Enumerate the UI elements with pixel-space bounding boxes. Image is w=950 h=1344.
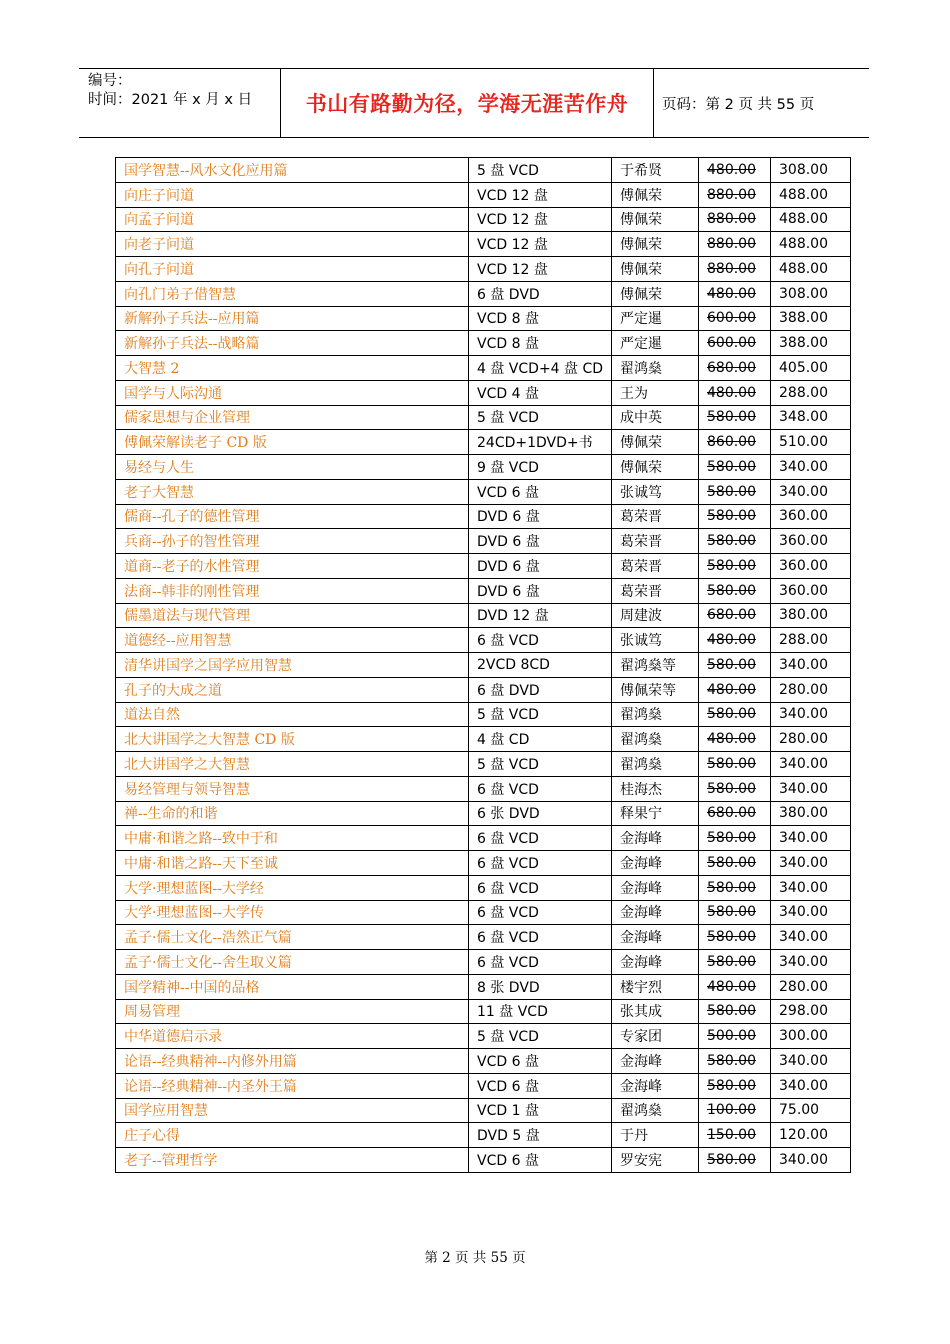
row-author: 傅佩荣 bbox=[612, 430, 699, 455]
row-original-price: 580.00 bbox=[699, 1073, 771, 1098]
table-row bbox=[116, 752, 851, 777]
row-author: 张诚笃 bbox=[612, 479, 699, 504]
table-row bbox=[116, 1049, 851, 1074]
row-original-price: 580.00 bbox=[699, 900, 771, 925]
table-row bbox=[116, 380, 851, 405]
row-author: 罗安宪 bbox=[612, 1148, 699, 1173]
row-author: 王为 bbox=[612, 380, 699, 405]
row-title: 新解孙子兵法--应用篇 bbox=[116, 306, 469, 331]
row-title: 向孔门弟子借智慧 bbox=[116, 281, 469, 306]
footer-page-number: 第 2 页 共 55 页 bbox=[424, 1250, 526, 1266]
row-media: 6 盘 DVD bbox=[469, 281, 612, 306]
row-price: 340.00 bbox=[771, 950, 851, 975]
row-author: 严定暹 bbox=[612, 331, 699, 356]
row-media: 2VCD 8CD bbox=[469, 653, 612, 678]
row-title: 向庄子问道 bbox=[116, 182, 469, 207]
row-title: 中庸·和谐之路--天下至诚 bbox=[116, 851, 469, 876]
row-media: 6 盘 VCD bbox=[469, 925, 612, 950]
row-price: 340.00 bbox=[771, 900, 851, 925]
row-original-price: 580.00 bbox=[699, 479, 771, 504]
table-row bbox=[116, 603, 851, 628]
row-media: 6 盘 VCD bbox=[469, 851, 612, 876]
table-row bbox=[116, 479, 851, 504]
table-row bbox=[116, 158, 851, 183]
row-original-price: 580.00 bbox=[699, 504, 771, 529]
row-title: 向孔子问道 bbox=[116, 257, 469, 282]
row-media: 5 盘 VCD bbox=[469, 702, 612, 727]
row-author: 傅佩荣 bbox=[612, 207, 699, 232]
row-title: 北大讲国学之大智慧 bbox=[116, 752, 469, 777]
row-author: 翟鸿燊 bbox=[612, 356, 699, 381]
table-row bbox=[116, 1073, 851, 1098]
row-original-price: 880.00 bbox=[699, 232, 771, 257]
table-row bbox=[116, 653, 851, 678]
row-price: 360.00 bbox=[771, 504, 851, 529]
row-media: 5 盘 VCD bbox=[469, 1024, 612, 1049]
row-author: 金海峰 bbox=[612, 1073, 699, 1098]
header-divider bbox=[653, 69, 654, 137]
row-original-price: 580.00 bbox=[699, 455, 771, 480]
row-original-price: 480.00 bbox=[699, 158, 771, 183]
row-media: 6 盘 VCD bbox=[469, 900, 612, 925]
table-row bbox=[116, 1123, 851, 1148]
row-price: 340.00 bbox=[771, 1073, 851, 1098]
row-author: 葛荣晋 bbox=[612, 529, 699, 554]
row-author: 傅佩荣 bbox=[612, 455, 699, 480]
table-row bbox=[116, 727, 851, 752]
table-row bbox=[116, 925, 851, 950]
row-author: 于丹 bbox=[612, 1123, 699, 1148]
row-author: 于希贤 bbox=[612, 158, 699, 183]
table-row bbox=[116, 1024, 851, 1049]
row-title: 新解孙子兵法--战略篇 bbox=[116, 331, 469, 356]
row-media: 5 盘 VCD bbox=[469, 405, 612, 430]
row-title: 清华讲国学之国学应用智慧 bbox=[116, 653, 469, 678]
row-price: 488.00 bbox=[771, 182, 851, 207]
table-row bbox=[116, 801, 851, 826]
row-price: 280.00 bbox=[771, 974, 851, 999]
row-price: 308.00 bbox=[771, 158, 851, 183]
header-meta bbox=[88, 72, 283, 110]
row-title: 国学智慧--风水文化应用篇 bbox=[116, 158, 469, 183]
row-original-price: 480.00 bbox=[699, 380, 771, 405]
row-original-price: 480.00 bbox=[699, 281, 771, 306]
row-price: 488.00 bbox=[771, 207, 851, 232]
row-original-price: 580.00 bbox=[699, 752, 771, 777]
row-price: 380.00 bbox=[771, 603, 851, 628]
row-media: VCD 8 盘 bbox=[469, 306, 612, 331]
row-price: 380.00 bbox=[771, 801, 851, 826]
row-author: 金海峰 bbox=[612, 1049, 699, 1074]
row-media: 4 盘 CD bbox=[469, 727, 612, 752]
row-original-price: 580.00 bbox=[699, 529, 771, 554]
row-title: 向孟子问道 bbox=[116, 207, 469, 232]
row-original-price: 580.00 bbox=[699, 925, 771, 950]
row-title: 老子大智慧 bbox=[116, 479, 469, 504]
row-original-price: 480.00 bbox=[699, 628, 771, 653]
row-original-price: 600.00 bbox=[699, 306, 771, 331]
row-author: 释果宁 bbox=[612, 801, 699, 826]
row-original-price: 580.00 bbox=[699, 578, 771, 603]
row-author: 周建波 bbox=[612, 603, 699, 628]
row-title: 孟子·儒士文化--浩然正气篇 bbox=[116, 925, 469, 950]
table-row bbox=[116, 950, 851, 975]
row-title: 论语--经典精神--内修外用篇 bbox=[116, 1049, 469, 1074]
table-row bbox=[116, 900, 851, 925]
serial-label: 编号： bbox=[88, 73, 132, 89]
row-author: 翟鸿燊 bbox=[612, 702, 699, 727]
table-row bbox=[116, 702, 851, 727]
row-author: 葛荣晋 bbox=[612, 578, 699, 603]
row-price: 340.00 bbox=[771, 925, 851, 950]
row-original-price: 150.00 bbox=[699, 1123, 771, 1148]
row-original-price: 580.00 bbox=[699, 702, 771, 727]
row-price: 340.00 bbox=[771, 875, 851, 900]
row-media: 11 盘 VCD bbox=[469, 999, 612, 1024]
row-price: 340.00 bbox=[771, 479, 851, 504]
row-price: 340.00 bbox=[771, 653, 851, 678]
row-price: 280.00 bbox=[771, 677, 851, 702]
table-row bbox=[116, 554, 851, 579]
row-media: DVD 6 盘 bbox=[469, 578, 612, 603]
row-original-price: 580.00 bbox=[699, 405, 771, 430]
row-title: 大学·理想蓝图--大学传 bbox=[116, 900, 469, 925]
row-price: 348.00 bbox=[771, 405, 851, 430]
row-title: 易经管理与领导智慧 bbox=[116, 776, 469, 801]
row-price: 298.00 bbox=[771, 999, 851, 1024]
table-row bbox=[116, 455, 851, 480]
row-price: 388.00 bbox=[771, 306, 851, 331]
row-title: 兵商--孙子的智性管理 bbox=[116, 529, 469, 554]
table-row bbox=[116, 405, 851, 430]
row-media: VCD 6 盘 bbox=[469, 1148, 612, 1173]
row-original-price: 580.00 bbox=[699, 851, 771, 876]
row-original-price: 580.00 bbox=[699, 1049, 771, 1074]
table-row bbox=[116, 430, 851, 455]
row-author: 葛荣晋 bbox=[612, 554, 699, 579]
row-author: 傅佩荣 bbox=[612, 257, 699, 282]
row-media: DVD 6 盘 bbox=[469, 554, 612, 579]
row-author: 张其成 bbox=[612, 999, 699, 1024]
row-title: 儒商--孔子的德性管理 bbox=[116, 504, 469, 529]
row-original-price: 500.00 bbox=[699, 1024, 771, 1049]
row-original-price: 580.00 bbox=[699, 653, 771, 678]
row-title: 道商--老子的水性管理 bbox=[116, 554, 469, 579]
row-original-price: 480.00 bbox=[699, 727, 771, 752]
row-price: 340.00 bbox=[771, 752, 851, 777]
table-row bbox=[116, 356, 851, 381]
row-author: 楼宇烈 bbox=[612, 974, 699, 999]
row-media: VCD 12 盘 bbox=[469, 257, 612, 282]
row-title: 国学与人际沟通 bbox=[116, 380, 469, 405]
row-original-price: 580.00 bbox=[699, 826, 771, 851]
row-author: 翟鸿燊 bbox=[612, 1098, 699, 1123]
row-author: 金海峰 bbox=[612, 826, 699, 851]
row-price: 300.00 bbox=[771, 1024, 851, 1049]
row-media: VCD 1 盘 bbox=[469, 1098, 612, 1123]
row-media: VCD 12 盘 bbox=[469, 232, 612, 257]
table-row bbox=[116, 182, 851, 207]
table-row bbox=[116, 504, 851, 529]
table-row bbox=[116, 578, 851, 603]
row-price: 360.00 bbox=[771, 529, 851, 554]
product-table-body bbox=[116, 158, 851, 1173]
row-author: 翟鸿燊 bbox=[612, 752, 699, 777]
row-title: 道德经--应用智慧 bbox=[116, 628, 469, 653]
row-media: VCD 6 盘 bbox=[469, 1049, 612, 1074]
row-media: VCD 6 盘 bbox=[469, 1073, 612, 1098]
row-original-price: 680.00 bbox=[699, 603, 771, 628]
row-title: 中庸·和谐之路--致中于和 bbox=[116, 826, 469, 851]
row-original-price: 580.00 bbox=[699, 999, 771, 1024]
row-author: 傅佩荣 bbox=[612, 182, 699, 207]
row-price: 340.00 bbox=[771, 776, 851, 801]
row-media: 8 张 DVD bbox=[469, 974, 612, 999]
row-title: 论语--经典精神--内圣外王篇 bbox=[116, 1073, 469, 1098]
row-title: 孟子·儒士文化--舍生取义篇 bbox=[116, 950, 469, 975]
document-header bbox=[79, 68, 869, 138]
row-price: 340.00 bbox=[771, 1049, 851, 1074]
row-original-price: 880.00 bbox=[699, 207, 771, 232]
row-media: VCD 12 盘 bbox=[469, 182, 612, 207]
row-media: 5 盘 VCD bbox=[469, 158, 612, 183]
row-media: 6 张 DVD bbox=[469, 801, 612, 826]
row-title: 儒墨道法与现代管理 bbox=[116, 603, 469, 628]
row-price: 280.00 bbox=[771, 727, 851, 752]
row-price: 405.00 bbox=[771, 356, 851, 381]
row-media: 24CD+1DVD+书 bbox=[469, 430, 612, 455]
row-author: 张诚笃 bbox=[612, 628, 699, 653]
row-price: 488.00 bbox=[771, 257, 851, 282]
row-original-price: 880.00 bbox=[699, 257, 771, 282]
row-price: 120.00 bbox=[771, 1123, 851, 1148]
row-original-price: 600.00 bbox=[699, 331, 771, 356]
row-title: 国学应用智慧 bbox=[116, 1098, 469, 1123]
row-author: 成中英 bbox=[612, 405, 699, 430]
header-page-number: 页码：第 2 页 共 55 页 bbox=[662, 96, 815, 113]
row-media: 5 盘 VCD bbox=[469, 752, 612, 777]
row-title: 易经与人生 bbox=[116, 455, 469, 480]
row-title: 向老子问道 bbox=[116, 232, 469, 257]
row-author: 傅佩荣 bbox=[612, 232, 699, 257]
row-media: 4 盘 VCD+4 盘 CD bbox=[469, 356, 612, 381]
row-original-price: 880.00 bbox=[699, 182, 771, 207]
row-original-price: 680.00 bbox=[699, 356, 771, 381]
table-row bbox=[116, 232, 851, 257]
row-author: 葛荣晋 bbox=[612, 504, 699, 529]
row-title: 中华道德启示录 bbox=[116, 1024, 469, 1049]
table-row bbox=[116, 875, 851, 900]
row-media: VCD 8 盘 bbox=[469, 331, 612, 356]
table-row bbox=[116, 529, 851, 554]
row-title: 老子--管理哲学 bbox=[116, 1148, 469, 1173]
table-row bbox=[116, 628, 851, 653]
table-row bbox=[116, 776, 851, 801]
row-title: 法商--韩非的刚性管理 bbox=[116, 578, 469, 603]
row-price: 340.00 bbox=[771, 851, 851, 876]
row-author: 傅佩荣等 bbox=[612, 677, 699, 702]
row-price: 340.00 bbox=[771, 455, 851, 480]
table-row bbox=[116, 851, 851, 876]
row-price: 360.00 bbox=[771, 554, 851, 579]
row-title: 周易管理 bbox=[116, 999, 469, 1024]
row-author: 傅佩荣 bbox=[612, 281, 699, 306]
row-author: 金海峰 bbox=[612, 900, 699, 925]
row-price: 488.00 bbox=[771, 232, 851, 257]
row-media: DVD 12 盘 bbox=[469, 603, 612, 628]
table-row bbox=[116, 331, 851, 356]
row-original-price: 580.00 bbox=[699, 950, 771, 975]
row-price: 340.00 bbox=[771, 1148, 851, 1173]
row-title: 儒家思想与企业管理 bbox=[116, 405, 469, 430]
row-original-price: 580.00 bbox=[699, 776, 771, 801]
table-row bbox=[116, 999, 851, 1024]
row-media: 6 盘 DVD bbox=[469, 677, 612, 702]
row-original-price: 100.00 bbox=[699, 1098, 771, 1123]
row-media: DVD 6 盘 bbox=[469, 529, 612, 554]
row-author: 翟鸿燊等 bbox=[612, 653, 699, 678]
row-media: VCD 4 盘 bbox=[469, 380, 612, 405]
row-original-price: 680.00 bbox=[699, 801, 771, 826]
row-author: 专家团 bbox=[612, 1024, 699, 1049]
row-media: 6 盘 VCD bbox=[469, 776, 612, 801]
row-original-price: 480.00 bbox=[699, 677, 771, 702]
table-row bbox=[116, 826, 851, 851]
row-price: 340.00 bbox=[771, 702, 851, 727]
row-original-price: 580.00 bbox=[699, 554, 771, 579]
row-title: 傅佩荣解读老子 CD 版 bbox=[116, 430, 469, 455]
row-price: 360.00 bbox=[771, 578, 851, 603]
row-price: 288.00 bbox=[771, 628, 851, 653]
table-row bbox=[116, 677, 851, 702]
table-row bbox=[116, 281, 851, 306]
row-title: 禅--生命的和谐 bbox=[116, 801, 469, 826]
table-row bbox=[116, 306, 851, 331]
row-original-price: 580.00 bbox=[699, 875, 771, 900]
row-media: 6 盘 VCD bbox=[469, 875, 612, 900]
row-price: 288.00 bbox=[771, 380, 851, 405]
row-original-price: 480.00 bbox=[699, 974, 771, 999]
row-title: 庄子心得 bbox=[116, 1123, 469, 1148]
row-author: 金海峰 bbox=[612, 875, 699, 900]
row-author: 桂海杰 bbox=[612, 776, 699, 801]
row-media: DVD 6 盘 bbox=[469, 504, 612, 529]
table-row bbox=[116, 974, 851, 999]
table-row bbox=[116, 257, 851, 282]
row-title: 大学·理想蓝图--大学经 bbox=[116, 875, 469, 900]
table-row bbox=[116, 207, 851, 232]
date-label: 时间：2021 年 x 月 x 日 bbox=[88, 92, 253, 108]
row-price: 510.00 bbox=[771, 430, 851, 455]
product-table bbox=[115, 157, 851, 1173]
row-media: VCD 6 盘 bbox=[469, 479, 612, 504]
row-price: 308.00 bbox=[771, 281, 851, 306]
row-title: 北大讲国学之大智慧 CD 版 bbox=[116, 727, 469, 752]
row-author: 金海峰 bbox=[612, 950, 699, 975]
row-title: 大智慧 2 bbox=[116, 356, 469, 381]
row-author: 严定暹 bbox=[612, 306, 699, 331]
header-slogan: 书山有路勤为径，学海无涯苦作舟 bbox=[305, 92, 629, 116]
row-author: 翟鸿燊 bbox=[612, 727, 699, 752]
table-row bbox=[116, 1098, 851, 1123]
row-author: 金海峰 bbox=[612, 925, 699, 950]
row-media: 6 盘 VCD bbox=[469, 826, 612, 851]
row-author: 金海峰 bbox=[612, 851, 699, 876]
row-media: 9 盘 VCD bbox=[469, 455, 612, 480]
row-media: 6 盘 VCD bbox=[469, 950, 612, 975]
table-row bbox=[116, 1148, 851, 1173]
row-media: DVD 5 盘 bbox=[469, 1123, 612, 1148]
row-original-price: 860.00 bbox=[699, 430, 771, 455]
row-media: 6 盘 VCD bbox=[469, 628, 612, 653]
row-title: 国学精神--中国的品格 bbox=[116, 974, 469, 999]
row-original-price: 580.00 bbox=[699, 1148, 771, 1173]
row-price: 340.00 bbox=[771, 826, 851, 851]
row-title: 孔子的大成之道 bbox=[116, 677, 469, 702]
row-media: VCD 12 盘 bbox=[469, 207, 612, 232]
row-price: 75.00 bbox=[771, 1098, 851, 1123]
row-price: 388.00 bbox=[771, 331, 851, 356]
row-title: 道法自然 bbox=[116, 702, 469, 727]
